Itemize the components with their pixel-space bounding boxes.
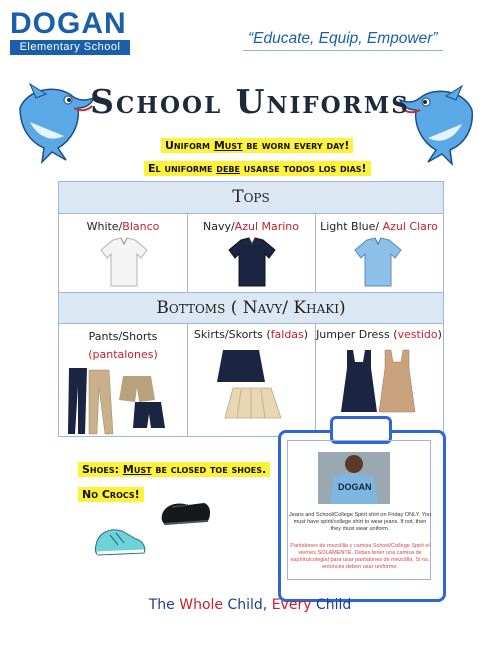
top-navy-en: Navy/: [202, 220, 235, 233]
uniform-table: [58, 181, 444, 437]
spirit-shirt-clipboard: [278, 416, 446, 602]
tops-heading: Tops: [59, 182, 443, 214]
bottom-skirts-close: ): [303, 328, 309, 341]
spirit-note-english: Jeans and School/College Spirit shirt on Friday ONLY. You must have spirit/college shirt to wear jeans. If not, then they must wear uniform.: [289, 512, 431, 532]
top-lightblue-label: [315, 220, 443, 233]
notice-en-must: Must: [213, 139, 243, 152]
bottom-jumper-close: ): [437, 328, 442, 341]
logo-sub-text: Elementary School: [10, 40, 130, 55]
footer-part-1: The: [148, 597, 180, 613]
tagline: “Educate, Equip, Empower”: [248, 30, 438, 47]
shoes-notice-line1: [78, 462, 270, 477]
white-polo-image: [99, 236, 149, 292]
bottom-jumper-en: Jumper Dress (: [316, 328, 398, 341]
jumper-dress-image: [337, 348, 417, 418]
navy-polo-image: [227, 236, 277, 292]
top-lightblue-en: Light Blue/: [320, 220, 383, 233]
bottoms-heading: Bottoms ( Navy/ Khaki): [59, 292, 443, 324]
top-white-en: White/: [86, 220, 123, 233]
shoes-post: be closed toe shoes.: [151, 463, 267, 476]
notice-es-pre: El uniforme: [148, 162, 217, 175]
bottom-pants-en: Pants/Shorts: [88, 330, 158, 343]
header-divider: [243, 50, 443, 51]
page-title: School Uniforms: [90, 82, 410, 121]
bottom-pants-es: (pantalones): [88, 348, 158, 361]
shoes-pre: Shoes:: [82, 463, 123, 476]
spirit-note-spanish: Pantalones de mezclilla y camisa School/College Spirit el viernes SOLAMENTE. Debes tener una camisa de espíritu/colegial para usar pantalones de mezclilla. Si no, entonces deben usar uniforme.: [290, 543, 430, 570]
notice-en-pre: Uniform: [165, 139, 214, 152]
top-lightblue-es: Azul Claro: [382, 220, 438, 233]
footer-part-2: Whole: [179, 597, 224, 613]
black-shoe-image: [158, 495, 212, 535]
bottom-jumper-es: vestido: [397, 328, 438, 341]
top-navy-label: [187, 220, 315, 233]
bottom-skirts-label: [187, 328, 315, 341]
school-logo: [10, 8, 132, 60]
shoes-notice-line2: No Crocs!: [78, 487, 144, 502]
notice-spanish: [144, 161, 371, 176]
logo-main-text: DOGAN: [10, 7, 127, 40]
notice-english: [161, 138, 353, 153]
top-navy-es: Azul Marino: [234, 220, 300, 233]
sneaker-image: [92, 521, 148, 565]
bottom-skirts-en: Skirts/Skorts (: [193, 328, 271, 341]
pants-shorts-image: [65, 366, 181, 440]
bottom-pants-label: [59, 328, 187, 364]
shoes-must: Must: [122, 463, 152, 476]
skirts-skorts-image: [215, 348, 291, 424]
footer-motto: [0, 597, 500, 613]
top-white-label: [59, 220, 187, 233]
top-white-es: Blanco: [122, 220, 160, 233]
lightblue-polo-image: [353, 236, 403, 292]
notice-en-post: be worn every day!: [242, 139, 350, 152]
footer-part-4: Every: [271, 597, 312, 613]
notice-es-must: debe: [216, 162, 240, 175]
notice-es-post: usarse todos los dias!: [239, 162, 367, 175]
footer-part-5: Child: [311, 597, 352, 613]
spirit-shirt-photo: [318, 452, 390, 504]
bottom-jumper-label: [315, 328, 443, 341]
footer-part-3: Child,: [223, 597, 272, 613]
bottom-skirts-es: faldas: [270, 328, 304, 341]
spirit-shirt-text: DOGAN: [338, 482, 372, 492]
